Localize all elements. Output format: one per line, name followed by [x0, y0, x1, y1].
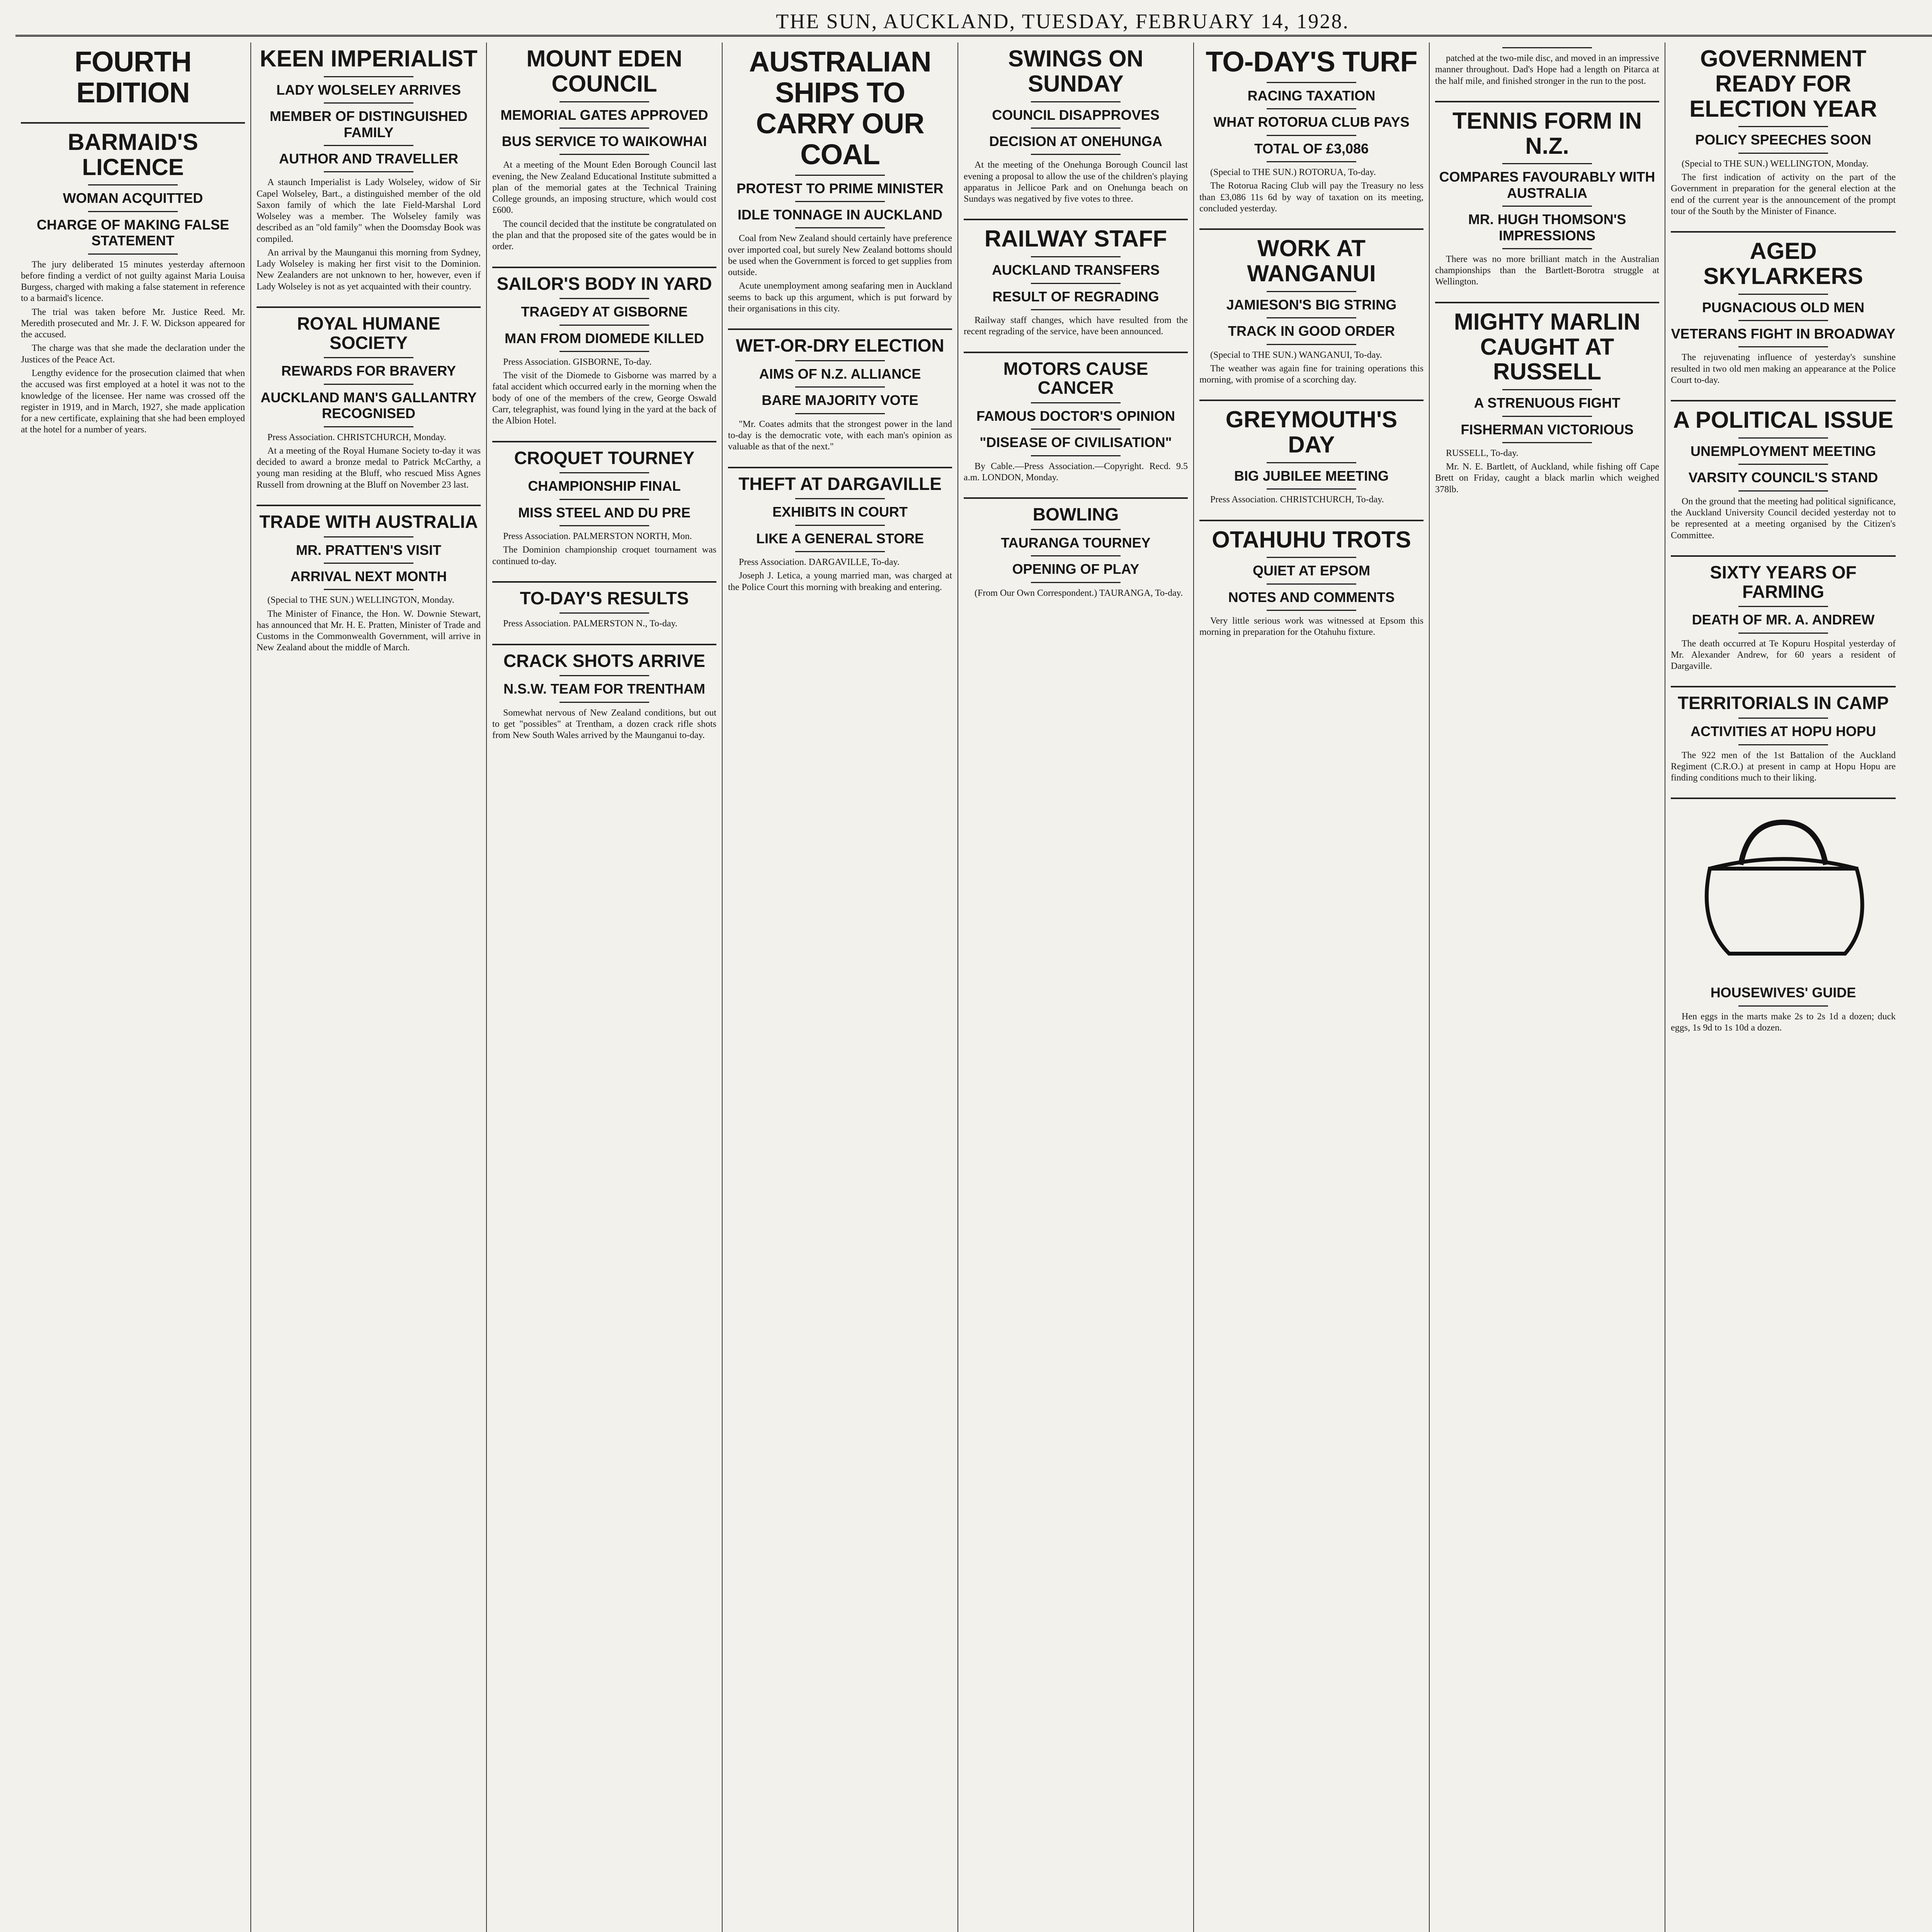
divider: [560, 702, 649, 703]
divider: [1502, 248, 1592, 249]
article: [1199, 46, 1423, 214]
divider: [1738, 320, 1828, 321]
divider: [1502, 416, 1592, 417]
divider: [795, 413, 885, 414]
article: [257, 46, 481, 293]
column-2: [251, 43, 487, 1932]
paragraph: The Dominion championship croquet tournament was continued to-day.: [492, 545, 716, 566]
subheadline: CHAMPIONSHIP FINAL: [528, 478, 681, 494]
headline: TERRITORIALS IN CAMP: [1677, 693, 1889, 713]
article-separator: [257, 306, 481, 308]
headline: TENNIS FORM IN N.Z.: [1452, 107, 1642, 159]
divider: [1502, 163, 1592, 164]
divider: [1738, 606, 1828, 607]
subheadline: AUTHOR AND TRAVELLER: [279, 150, 458, 167]
paragraph: "Mr. Coates admits that the strongest power in the land to-day is the democratic vote, with each man's opinion as valuable as that of the next.": [728, 419, 952, 452]
divider: [795, 386, 885, 388]
article: [492, 589, 716, 630]
headline: CROQUET TOURNEY: [514, 447, 695, 468]
article-separator: [1671, 686, 1896, 687]
subheadline: ARRIVAL NEXT MONTH: [290, 568, 447, 584]
divider: [1738, 744, 1828, 745]
article: [728, 474, 952, 593]
headline: GOVERNMENT READY FOR ELECTION YEAR: [1689, 46, 1877, 122]
divider: [560, 525, 649, 526]
subheadline: LIKE A GENERAL STORE: [756, 530, 924, 546]
headline: KEEN IMPERIALIST: [260, 46, 478, 71]
subheadline: OPENING OF PLAY: [1012, 561, 1139, 577]
divider: [1267, 610, 1356, 611]
paragraph: By Cable.—Press Association.—Copyright. Recd. 9.5 a.m. LONDON, Monday.: [964, 461, 1188, 483]
subheadline: TOTAL OF £3,086: [1254, 140, 1369, 156]
divider: [560, 675, 649, 676]
article: [492, 651, 716, 742]
subheadline: AUCKLAND TRANSFERS: [992, 262, 1160, 278]
divider: [1738, 294, 1828, 295]
divider: [1502, 47, 1592, 48]
article: [1671, 46, 1896, 217]
headline: WORK AT WANGANUI: [1247, 235, 1376, 286]
article: [1671, 408, 1896, 541]
subheadline: WOMAN ACQUITTED: [63, 190, 203, 206]
paragraph: An arrival by the Maunganui this morning from Sydney, Lady Wolseley is making her first visit to the Dominion. New Zealanders are not unknown to her, however, even if Lady Wolseley is not as yet acquainted with their country.: [257, 247, 481, 292]
column-8: [1665, 43, 1901, 1932]
column-5: [958, 43, 1194, 1932]
divider: [1031, 283, 1121, 284]
subheadline: MR. HUGH THOMSON'S IMPRESSIONS: [1468, 211, 1626, 243]
divider: [1031, 256, 1121, 257]
subheadline: PUGNACIOUS OLD MEN: [1702, 299, 1864, 315]
article: [1199, 407, 1423, 505]
article-separator: [1199, 520, 1423, 521]
headline: A POLITICAL ISSUE: [1673, 407, 1894, 433]
headline: MOUNT EDEN COUNCIL: [526, 46, 682, 97]
divider: [88, 211, 178, 212]
paragraph: The Rotorua Racing Club will pay the Treasury no less than £3,086 11s 6d by way of taxation on its meeting, concluded yesterday.: [1199, 181, 1423, 214]
subheadline: IDLE TONNAGE IN AUCKLAND: [738, 207, 942, 223]
article: [1199, 527, 1423, 638]
subheadline: CHARGE OF MAKING FALSE STATEMENT: [36, 216, 229, 249]
article: [964, 46, 1188, 205]
divider: [324, 589, 413, 590]
subheadline: VETERANS FIGHT IN BROADWAY: [1671, 326, 1896, 342]
divider: [560, 325, 649, 326]
article: [1671, 563, 1896, 672]
article: [1199, 236, 1423, 386]
article: [1435, 310, 1659, 495]
article: [964, 359, 1188, 484]
divider: [795, 498, 885, 499]
subheadline: TAURANGA TOURNEY: [1001, 534, 1151, 551]
subheadline: MR. PRATTEN'S VISIT: [296, 542, 441, 558]
divider: [1031, 128, 1121, 129]
paragraph: The 922 men of the 1st Battalion of the Auckland Regiment (C.R.O.) at present in camp at Hopu Hopu are finding conditions much to their liking.: [1671, 750, 1896, 783]
divider: [324, 102, 413, 104]
subheadline: UNEMPLOYMENT MEETING: [1690, 443, 1876, 459]
divider: [560, 351, 649, 352]
divider: [560, 101, 649, 102]
divider: [324, 357, 413, 358]
divider: [795, 201, 885, 202]
paragraph: (Special to THE SUN.) WANGANUI, To-day.: [1210, 350, 1382, 360]
article-separator: [1435, 101, 1659, 102]
paragraph: The weather was again fine for training operations this morning, with promise of a scorching day.: [1199, 363, 1423, 385]
divider: [324, 536, 413, 537]
subheadline: MAN FROM DIOMEDE KILLED: [505, 330, 704, 346]
divider: [1267, 135, 1356, 136]
article: [1435, 47, 1659, 87]
article-separator: [1671, 231, 1896, 233]
paragraph: There was no more brilliant match in the Australian championships than the Bartlett-Borotra struggle at Wellington.: [1435, 254, 1659, 287]
divider: [1267, 291, 1356, 292]
paragraph: Press Association. CHRISTCHURCH, To-day.: [1210, 495, 1384, 505]
divider: [1738, 718, 1828, 719]
subheadline: A STRENUOUS FIGHT: [1474, 395, 1621, 411]
article-separator: [964, 352, 1188, 353]
subheadline: JAMIESON'S BIG STRING: [1226, 296, 1397, 313]
paragraph: (Special to THE SUN.) WELLINGTON, Monday.: [267, 595, 454, 605]
article: [492, 274, 716, 427]
article: [492, 449, 716, 567]
divider: [795, 525, 885, 526]
article-separator: [492, 267, 716, 268]
column-6: [1194, 43, 1430, 1932]
subheadline: FISHERMAN VICTORIOUS: [1461, 421, 1634, 437]
subheadline: MISS STEEL AND DU PRE: [518, 504, 691, 520]
divider: [1502, 389, 1592, 390]
divider: [1267, 462, 1356, 463]
headline: TRADE WITH AUSTRALIA: [259, 511, 478, 532]
paragraph: Railway staff changes, which have resulted from the recent regrading of the service, have been announced.: [964, 315, 1188, 337]
divider: [1502, 442, 1592, 443]
headline: AGED SKYLARKERS: [1703, 238, 1863, 289]
column-4: [723, 43, 958, 1932]
divider: [1738, 153, 1828, 154]
paragraph: Press Association. CHRISTCHURCH, Monday.: [267, 432, 446, 442]
article-separator: [728, 467, 952, 468]
divider: [1738, 1005, 1828, 1007]
subheadline: RESULT OF REGRADING: [992, 288, 1159, 304]
divider: [88, 184, 178, 185]
divider: [1738, 437, 1828, 439]
article: [21, 130, 245, 436]
divider: [1738, 633, 1828, 634]
headline: AUSTRALIAN SHIPS TO CARRY OUR COAL: [749, 46, 931, 170]
article: [492, 46, 716, 253]
paragraph: At the meeting of the Onehunga Borough Council last evening a proposal to allow the use of the children's playing apparatus in Jellicoe Park and on Onehunga beach on Sundays was negatived by five votes to three.: [964, 160, 1188, 204]
divider: [1267, 488, 1356, 490]
kit-bag-drawing: [1683, 807, 1884, 977]
divider: [1031, 582, 1121, 583]
subheadline: FAMOUS DOCTOR'S OPINION: [976, 408, 1175, 424]
headline: GREYMOUTH'S DAY: [1225, 406, 1398, 458]
subheadline: "DISEASE OF CIVILISATION": [980, 434, 1172, 451]
subheadline: AUCKLAND MAN'S GALLANTRY RECOGNISED: [260, 389, 477, 422]
article-separator: [964, 219, 1188, 220]
article: [728, 46, 952, 315]
divider: [1031, 555, 1121, 556]
subheadline: LADY WOLSELEY ARRIVES: [276, 82, 461, 98]
paragraph: The jury deliberated 15 minutes yesterday afternoon before finding a verdict of not guilty against Maria Louisa Burgess, charged with making a false statement in reference to a barmaid's licence.: [21, 259, 245, 304]
headline: SAILOR'S BODY IN YARD: [497, 273, 712, 294]
subheadline: COMPARES FAVOURABLY WITH AUSTRALIA: [1439, 169, 1655, 201]
paragraph: Press Association. GISBORNE, To-day.: [503, 357, 652, 367]
subheadline: VARSITY COUNCIL'S STAND: [1688, 469, 1878, 486]
divider: [1031, 101, 1121, 102]
divider: [1031, 429, 1121, 430]
kit-bag-illustration: [1683, 807, 1884, 977]
divider: [1031, 455, 1121, 456]
divider: [795, 551, 885, 552]
masthead-title: THE SUN, AUCKLAND, TUESDAY, FEBRUARY 14, 1928.: [776, 10, 1349, 33]
divider: [795, 175, 885, 176]
paragraph: The charge was that she made the declaration under the Justices of the Peace Act.: [21, 343, 245, 365]
article: [21, 46, 245, 108]
paragraph: Mr. N. E. Bartlett, of Auckland, while fishing off Cape Brett on Friday, caught a black marlin which weighed 378lb.: [1435, 462, 1659, 495]
headline: THEFT AT DARGAVILLE: [738, 473, 942, 494]
column-7: [1430, 43, 1665, 1932]
headline: OTAHUHU TROTS: [1212, 526, 1411, 553]
article-separator: [21, 122, 245, 124]
headline: SIXTY YEARS OF FARMING: [1710, 562, 1857, 602]
subheadline: ACTIVITIES AT HOPU HOPU: [1690, 723, 1876, 740]
article: [728, 336, 952, 452]
paragraph: At a meeting of the Royal Humane Society to-day it was decided to award a bronze medal to Patrick McCarthy, a young man residing at the Bluff, who rescued Miss Agnes Russell from drowning at the Bluff on November 23 last.: [257, 446, 481, 490]
divider: [560, 472, 649, 473]
divider: [560, 154, 649, 155]
headline: SWINGS ON SUNDAY: [1008, 46, 1143, 97]
paragraph: patched at the two-mile disc, and moved in an impressive manner throughout. Dad's Hope had a length on Pitarca at the half mile, and finished stronger in the run to the post.: [1435, 53, 1659, 86]
subheadline: N.S.W. TEAM FOR TRENTHAM: [503, 681, 705, 697]
headline: MOTORS CAUSE CANCER: [1003, 358, 1148, 398]
paragraph: RUSSELL, To-day.: [1446, 448, 1519, 458]
article-separator: [1671, 555, 1896, 557]
paragraph: Very little serious work was witnessed at Epsom this morning in preparation for the Otahuhu fixture.: [1199, 616, 1423, 638]
divider: [1031, 154, 1121, 155]
article: [964, 226, 1188, 337]
headline: BARMAID'S LICENCE: [68, 129, 198, 180]
subheadline: MEMBER OF DISTINGUISHED FAMILY: [269, 108, 468, 140]
subheadline: EXHIBITS IN COURT: [772, 504, 908, 520]
paragraph: The visit of the Diomede to Gisborne was marred by a fatal accident which occurred early in the morning when the body of one of the members of the crew, George Oswald Carr, telegraphist, was found lying in the yard at the back of the Albion Hotel.: [492, 371, 716, 426]
divider: [1267, 82, 1356, 83]
divider: [795, 227, 885, 228]
columns: [15, 43, 1932, 1932]
divider: [1738, 346, 1828, 347]
paragraph: The first indication of activity on the part of the Government in preparation for the general election at the end of the current year is the announcement of the prompt tour of the South by the Minister of Finance.: [1671, 172, 1896, 216]
paragraph: (Special to THE SUN.) WELLINGTON, Monday.: [1682, 158, 1869, 169]
paragraph: (Special to THE SUN.) ROTORUA, To-day.: [1210, 167, 1376, 178]
divider: [324, 145, 413, 146]
article-separator: [492, 581, 716, 583]
paragraph: On the ground that the meeting had political significance, the Auckland University Council decided yesterday not to be represented at a meeting organised by the Citizen's Committee.: [1671, 496, 1896, 541]
article: [257, 314, 481, 491]
headline: MIGHTY MARLIN CAUGHT AT RUSSELL: [1454, 308, 1641, 385]
divider: [1502, 206, 1592, 207]
paragraph: Somewhat nervous of New Zealand conditions, but out to get "possibles" at Trentham, a dozen crack rifle shots from New South Wales arrived by the Maunganui to-day.: [492, 707, 716, 741]
divider: [324, 76, 413, 77]
paragraph: The Minister of Finance, the Hon. W. Downie Stewart, has announced that Mr. H. E. Pratten, Minister of Trade and Customs in the Commonwealth Government, will arrive in New Zealand about the middle of March.: [257, 609, 481, 653]
divider: [324, 426, 413, 427]
column-1: [15, 43, 251, 1932]
subheadline: TRACK IN GOOD ORDER: [1228, 323, 1395, 339]
article: [964, 505, 1188, 599]
subheadline: PROTEST TO PRIME MINISTER: [736, 180, 944, 196]
divider: [1267, 557, 1356, 558]
subheadline: WHAT ROTORUA CLUB PAYS: [1213, 114, 1410, 130]
article-separator: [1435, 302, 1659, 303]
subheadline: HOUSEWIVES' GUIDE: [1710, 985, 1856, 1001]
paragraph: (From Our Own Correspondent.) TAURANGA, To-day.: [975, 588, 1183, 598]
column-3: [487, 43, 723, 1932]
headline: WET-OR-DRY ELECTION: [736, 335, 944, 356]
paragraph: At a meeting of the Mount Eden Borough Council last evening, the New Zealand Educational Institute submitted a plan of the memorial gates at the Technical Training College grounds, an imposing structure, which would cost £600.: [492, 160, 716, 216]
paragraph: Acute unemployment among seafaring men in Auckland seems to back up this argument, which is put forward by their organisations in this city.: [728, 281, 952, 314]
subheadline: COUNCIL DISAPPROVES: [992, 107, 1160, 123]
paragraph: Coal from New Zealand should certainly have preference over imported coal, but surely New Zealand bottoms should be used when the Government is forced to get supplies from outside.: [728, 233, 952, 278]
paragraph: The trial was taken before Mr. Justice Reed. Mr. Meredith prosecuted and Mr. J. F. W. Dickson appeared for the accused.: [21, 307, 245, 340]
paragraph: Press Association. DARGAVILLE, To-day.: [739, 557, 900, 567]
subheadline: TRAGEDY AT GISBORNE: [521, 304, 688, 320]
subheadline: MEMORIAL GATES APPROVED: [500, 107, 708, 123]
paragraph: The rejuvenating influence of yesterday's sunshine resulted in two old men making an appearance at the Police Court to-day.: [1671, 352, 1896, 386]
subheadline: AIMS OF N.Z. ALLIANCE: [759, 366, 921, 382]
paragraph: Hen eggs in the marts make 2s to 2s 1d a dozen; duck eggs, 1s 9d to 1s 10d a dozen.: [1671, 1011, 1896, 1033]
subheadline: POLICY SPEECHES SOON: [1695, 132, 1871, 148]
subheadline: BUS SERVICE TO WAIKOWHAI: [502, 133, 707, 149]
headline: FOURTH EDITION: [74, 46, 192, 109]
article-separator: [1199, 400, 1423, 401]
paragraph: The death occurred at Te Kopuru Hospital yesterday of Mr. Alexander Andrew, for 60 years a resident of Dargaville.: [1671, 638, 1896, 672]
subheadline: RACING TAXATION: [1247, 87, 1376, 104]
divider: [560, 298, 649, 299]
subheadline: NOTES AND COMMENTS: [1228, 589, 1395, 605]
article-separator: [964, 497, 1188, 499]
article-separator: [492, 441, 716, 442]
divider: [560, 612, 649, 614]
divider: [324, 384, 413, 385]
article: [1671, 694, 1896, 784]
paragraph: Joseph J. Letica, a young married man, was charged at the Police Court this morning with breaking and entering.: [728, 571, 952, 592]
divider: [324, 563, 413, 564]
divider: [1031, 529, 1121, 530]
headline: TO-DAY'S RESULTS: [520, 588, 689, 608]
headline: RAILWAY STAFF: [984, 226, 1167, 252]
article: [1671, 239, 1896, 386]
article-separator: [257, 505, 481, 506]
headline: CRACK SHOTS ARRIVE: [503, 650, 706, 671]
subheadline: BARE MAJORITY VOTE: [762, 392, 918, 408]
divider: [1267, 344, 1356, 345]
divider: [88, 253, 178, 255]
article-separator: [1671, 798, 1896, 799]
divider: [324, 171, 413, 172]
article-separator: [1199, 228, 1423, 230]
paragraph: Press Association. PALMERSTON NORTH, Mon.: [503, 531, 692, 541]
divider: [1267, 161, 1356, 162]
paragraph: A staunch Imperialist is Lady Wolseley, widow of Sir Capel Wolseley, Bart., a distinguished member of the old Saxon family of which the late Field-Marshal Lord Wolseley was a member. The Wolseley family was described as an "old family" when the Doomsday Book was compiled.: [257, 177, 481, 244]
article: [1671, 807, 1896, 1034]
divider: [1738, 126, 1828, 127]
article-separator: [492, 644, 716, 645]
article: [1435, 109, 1659, 288]
paragraph: Press Association. PALMERSTON N., To-day.: [503, 619, 678, 629]
divider: [795, 360, 885, 361]
divider: [1031, 309, 1121, 310]
article-separator: [728, 328, 952, 330]
article-separator: [1671, 400, 1896, 401]
subheadline: QUIET AT EPSOM: [1252, 563, 1370, 579]
subheadline: DEATH OF MR. A. ANDREW: [1692, 612, 1875, 628]
subheadline: BIG JUBILEE MEETING: [1234, 468, 1389, 484]
divider: [1267, 317, 1356, 318]
divider: [1738, 464, 1828, 465]
paragraph: Lengthy evidence for the prosecution claimed that when the accused was first employed at a hotel it was not to the knowledge of the licensee. Her name was crossed off the register in 1919, and in March, 1927, she made application for a new certificate, explaining that she had been employed at the hotel for a number of years.: [21, 368, 245, 435]
masthead: [15, 8, 1932, 37]
paragraph: The council decided that the institute be congratulated on the plan and that the proposed site of the gates would be in order.: [492, 219, 716, 252]
headline: ROYAL HUMANE SOCIETY: [297, 313, 440, 353]
divider: [1031, 402, 1121, 403]
divider: [1738, 490, 1828, 492]
subheadline: REWARDS FOR BRAVERY: [281, 363, 456, 379]
headline: BOWLING: [1032, 504, 1119, 525]
headline: TO-DAY'S TURF: [1206, 46, 1417, 78]
divider: [560, 499, 649, 500]
divider: [1267, 583, 1356, 585]
divider: [560, 128, 649, 129]
article: [257, 512, 481, 654]
divider: [1267, 108, 1356, 109]
subheadline: DECISION AT ONEHUNGA: [989, 133, 1162, 149]
